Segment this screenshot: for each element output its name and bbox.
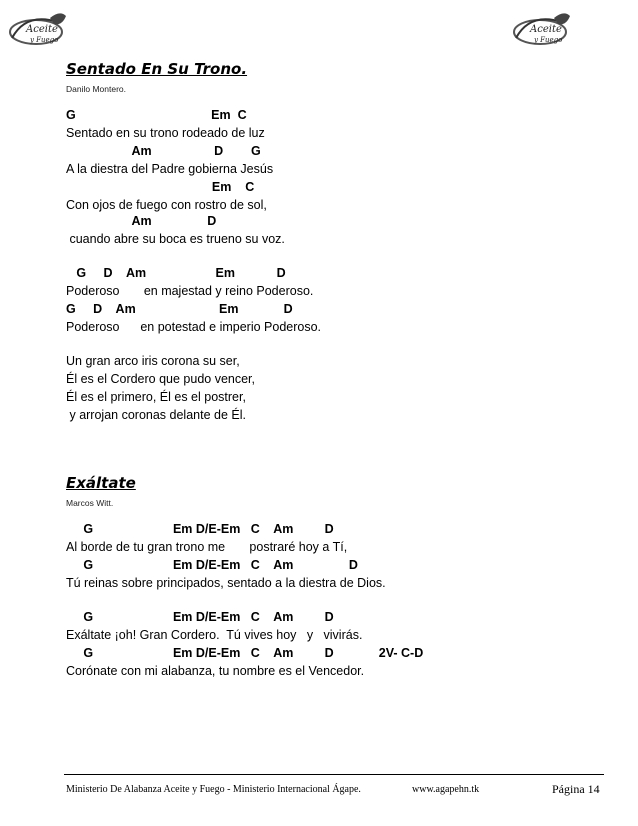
chord-line: Em C [66,180,255,194]
footer-divider [64,774,604,775]
footer-url: www.agapehn.tk [412,784,480,795]
lyric-line: A la diestra del Padre gobierna Jesús [66,162,274,176]
lyric-line: Él es el Cordero que pudo vencer, [66,372,256,386]
ministry-logo-left [6,8,70,52]
lyric-line: Con ojos de fuego con rostro de sol, [66,198,267,212]
svg-text:Aceite: Aceite [26,24,58,35]
svg-text:y Fuego: y Fuego [534,36,563,44]
chord-line: Am D [66,214,217,228]
song-title: Exáltate [66,474,136,492]
ministry-logo-right [510,8,574,52]
lyric-line: Sentado en su trono rodeado de luz [66,126,265,140]
chord-line: G D Am Em D [66,266,286,280]
svg-text:y Fuego: y Fuego [30,36,59,44]
lyric-line: y arrojan coronas delante de Él. [66,408,246,422]
lyric-line: Al borde de tu gran trono me postraré hoy a Tí, [66,540,348,554]
lyric-line: Poderoso en majestad y reino Poderoso. [66,284,314,298]
song-author: Danilo Montero. [66,84,127,94]
song-title: Sentado En Su Trono. [66,60,248,78]
chord-line: G Em D/E-Em C Am D [66,522,334,536]
song-author: Marcos Witt. [66,498,114,508]
lyric-line: Un gran arco iris corona su ser, [66,354,240,368]
lyric-line: Él es el primero, Él es el postrer, [66,390,246,404]
footer-ministry: Ministerio De Alabanza Aceite y Fuego - Ministerio Internacional Ágape. [66,784,361,795]
svg-text:Aceite: Aceite [530,24,562,35]
chord-line: G Em D/E-Em C Am D 2V- C-D [66,646,424,660]
chord-line: G D Am Em D [66,302,293,316]
lyric-line: Corónate con mi alabanza, tu nombre es el Vencedor. [66,664,365,678]
chord-line: G Em C [66,108,247,122]
chord-line: Am D G [66,144,261,158]
lyric-line: cuando abre su boca es trueno su voz. [66,232,285,246]
lyric-line: Exáltate ¡oh! Gran Cordero. Tú vives hoy y vivirás. [66,628,363,642]
page-number: Página 14 [552,782,600,796]
lyric-line: Tú reinas sobre principados, sentado a la diestra de Dios. [66,576,386,590]
chord-line: G Em D/E-Em C Am D [66,558,358,572]
chord-line: G Em D/E-Em C Am D [66,610,334,624]
lyric-line: Poderoso en potestad e imperio Poderoso. [66,320,322,334]
